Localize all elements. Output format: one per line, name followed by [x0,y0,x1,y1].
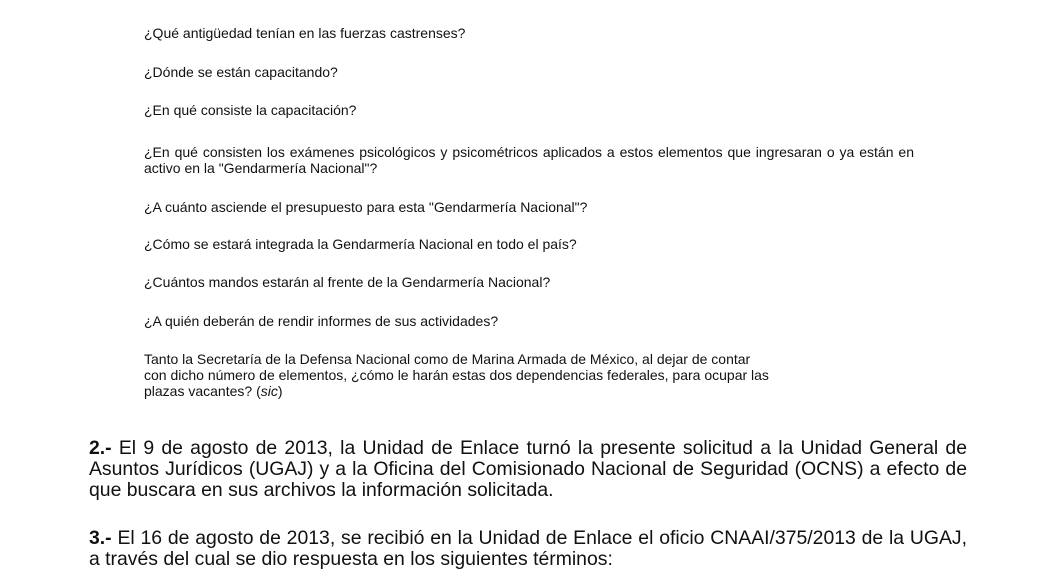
question-text: ¿Cuántos mandos estarán al frente de la Gendarmería Nacional? [144,274,551,290]
question-text: ¿Cómo se estará integrada la Gendarmería Nacional en todo el país? [144,236,577,252]
question-text: ¿Dónde se están capacitando? [144,64,338,80]
question-3 [144,102,914,118]
question-9 [144,351,914,399]
question-text: ¿Qué antigüedad tenían en las fuerzas castrenses? [144,25,466,41]
question-5 [144,199,914,215]
paragraph-text: El 16 de agosto de 2013, se recibió en la Unidad de Enlace el oficio CNAAI/375/2013 de la UGAJ, a través del cual se dio respuesta en los siguientes términos: [89,527,967,570]
question-2 [144,64,914,80]
paragraph-text: El 9 de agosto de 2013, la Unidad de Enlace turnó la presente solicitud a la Unidad General de Asuntos Jurídicos (UGAJ) y a la Oficina del Comisionado Nacional de Seguridad (OCNS) a efecto de que buscara en sus archivos la información solicitada. [89,437,967,501]
question-text: ¿A quién deberán de rendir informes de sus actividades? [144,313,499,329]
paragraph-number: 3.- [89,527,112,549]
question-4 [144,144,914,176]
question-line: con dicho número de elementos, ¿cómo le harán estas dos dependencias federales, para ocupar las [144,367,769,383]
paragraph-3 [89,528,967,570]
question-line: plazas vacantes? [144,383,253,399]
question-text: ¿En qué consiste la capacitación? [144,102,357,118]
question-7 [144,274,914,290]
question-text [144,351,914,399]
paragraph-2 [89,438,967,501]
question-8 [144,313,914,329]
question-text: ¿A cuánto asciende el presupuesto para esta "Gendarmería Nacional"? [144,199,588,215]
question-line: Tanto la Secretaría de la Defensa Nacional como de Marina Armada de México, al dejar de contar [144,351,751,367]
question-text: ¿En qué consisten los exámenes psicológicos y psicométricos aplicados a estos elementos que ingresaran o ya están en activo en la "Gendarmería Nacional"? [144,144,914,176]
question-6 [144,236,914,252]
paragraph-number: 2.- [89,437,112,459]
sic-open: ( [252,383,261,399]
question-1 [144,25,914,41]
sic-close: ) [277,383,283,399]
sic-note: sic [260,383,278,399]
